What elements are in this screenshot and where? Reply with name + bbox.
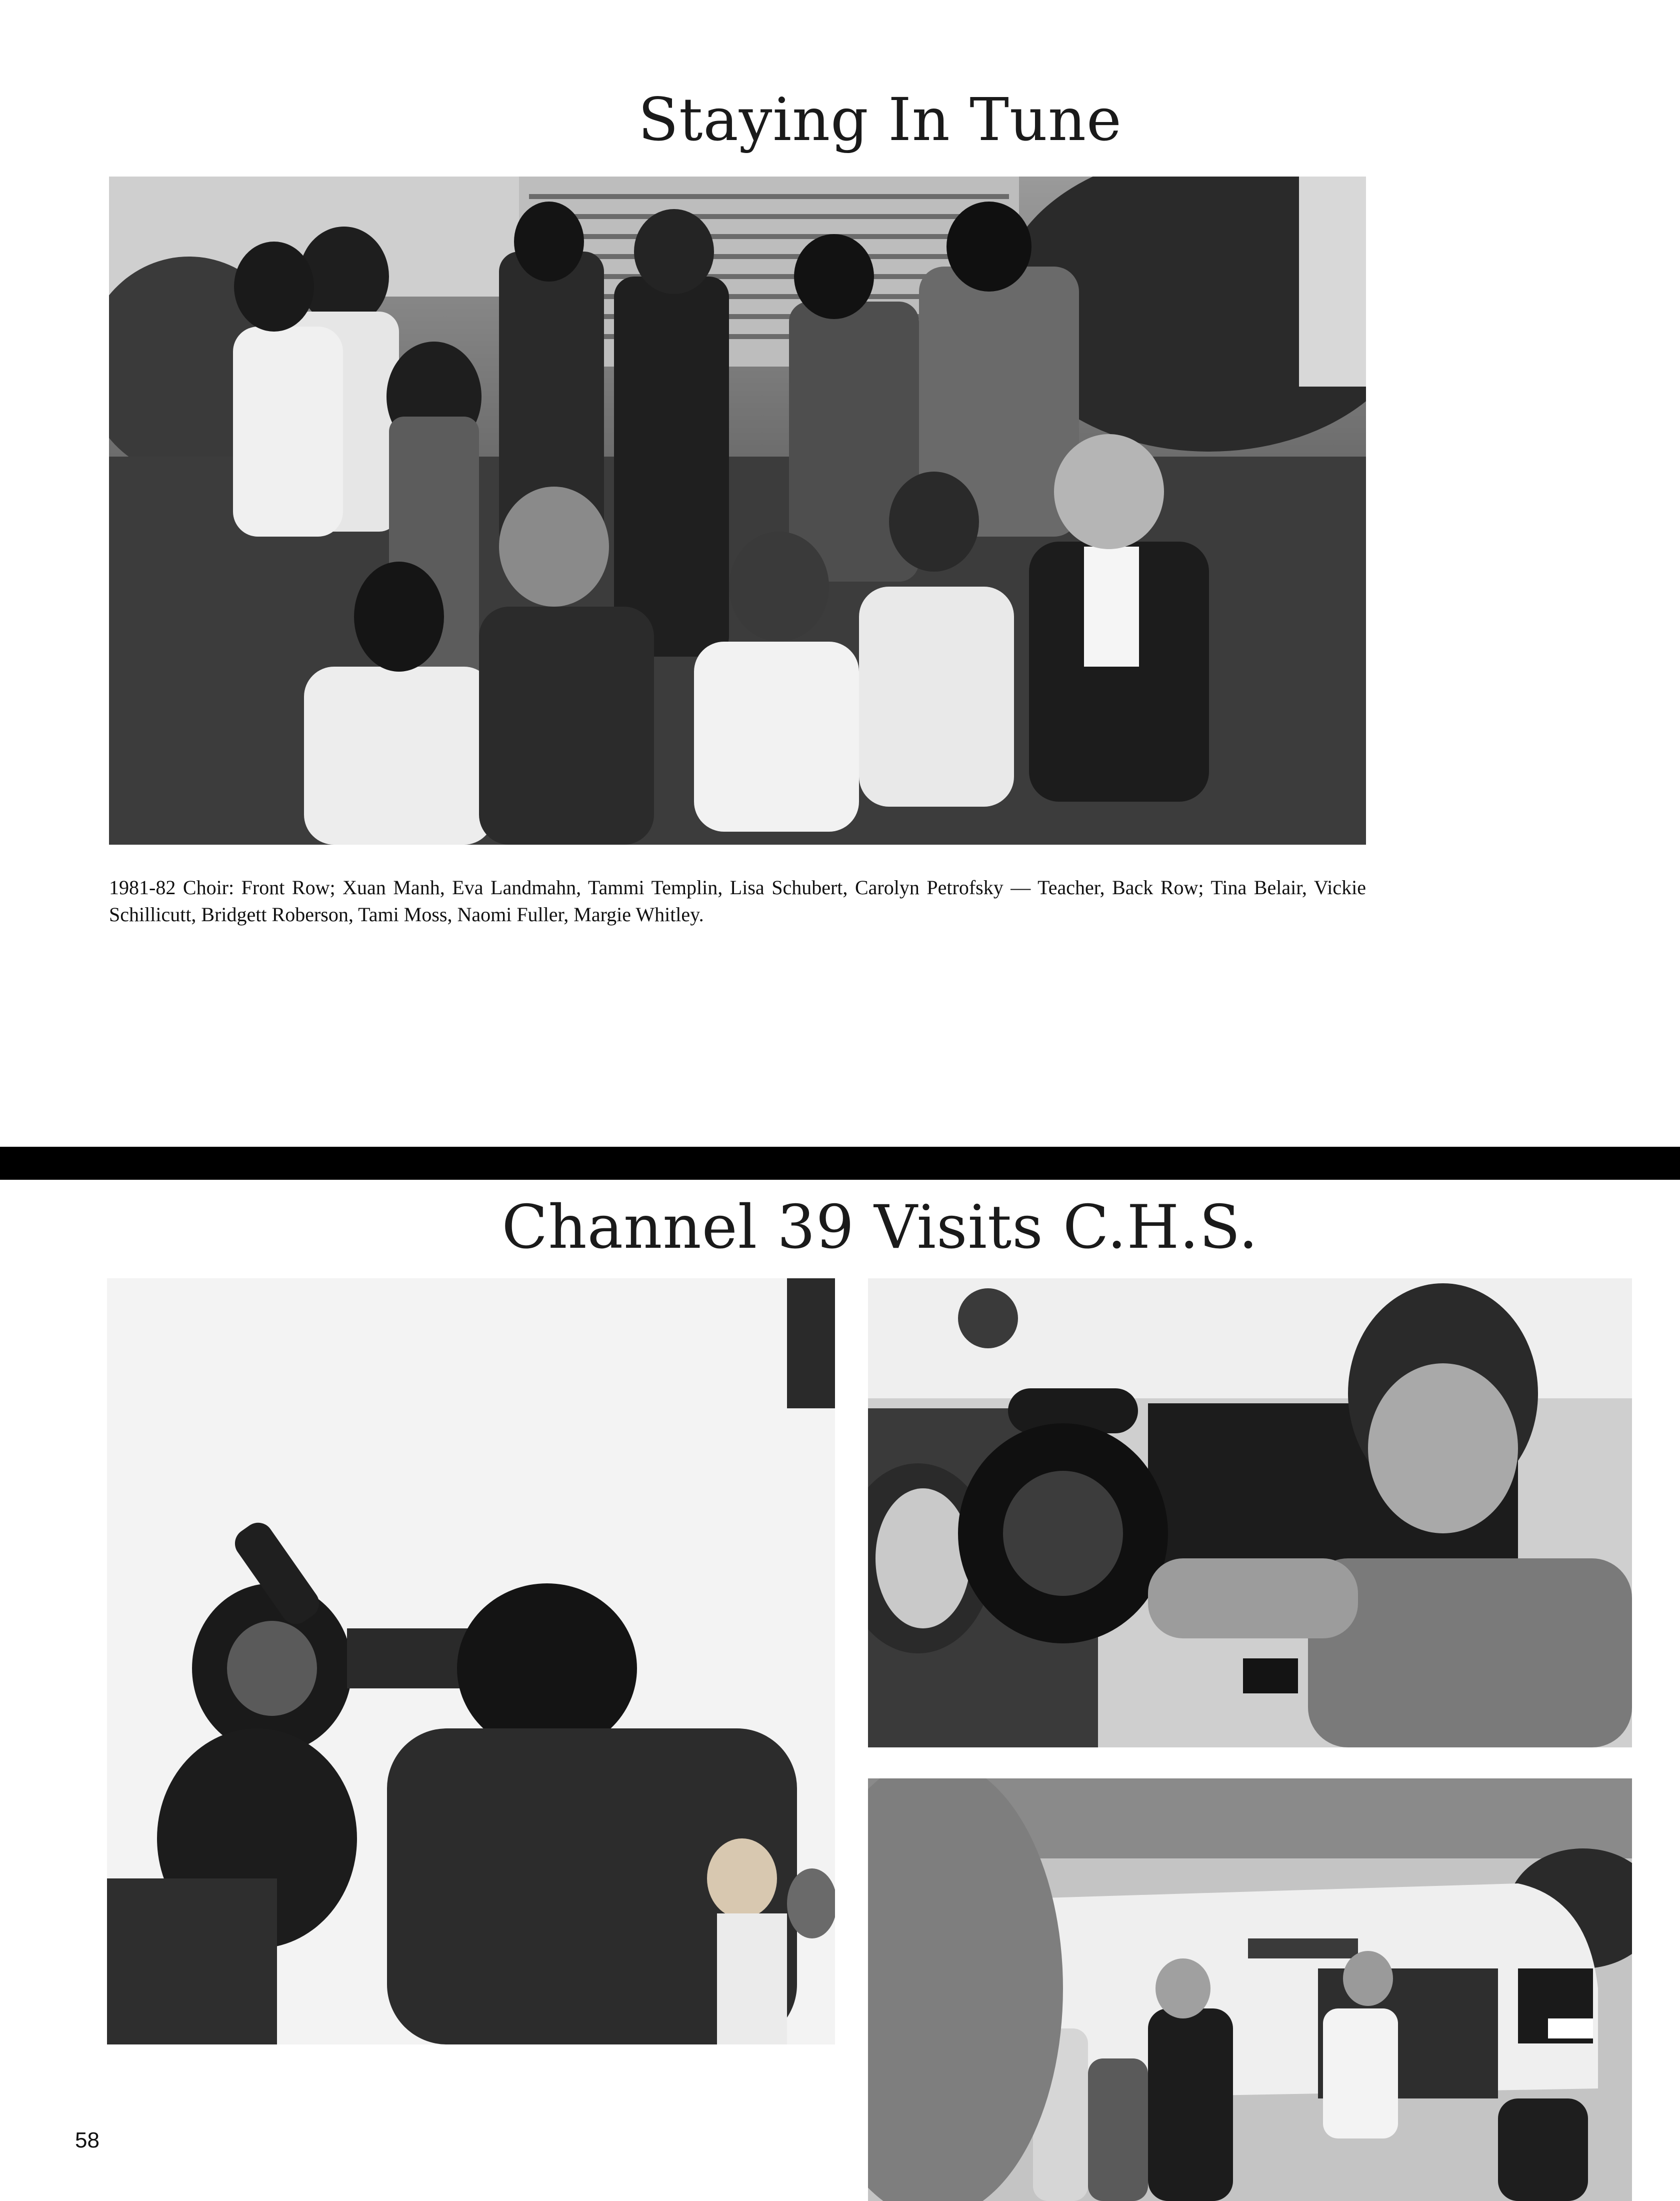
- section-title-channel39: Channel 39 Visits C.H.S.: [502, 1193, 1258, 1262]
- cameraman-photo-right: [868, 1278, 1632, 1747]
- page-number: 58: [75, 2128, 100, 2152]
- section-divider-bar: [0, 1147, 1680, 1180]
- cameraman-photo-left: [107, 1278, 835, 2044]
- section-title-choir: Staying In Tune: [638, 85, 1122, 154]
- choir-photo-caption: 1981-82 Choir: Front Row; Xuan Manh, Eva Landmahn, Tammi Templin, Lisa Schubert, Carolyn Petrofsky — Teacher, Back Row; Tina Belair, Vickie Schillicutt, Bridgett Roberson, Tami Moss, Naomi Fuller, Margie Whitley.: [109, 876, 1366, 926]
- helicopter-photo: [868, 1778, 1632, 2201]
- choir-group-photo: [109, 177, 1366, 845]
